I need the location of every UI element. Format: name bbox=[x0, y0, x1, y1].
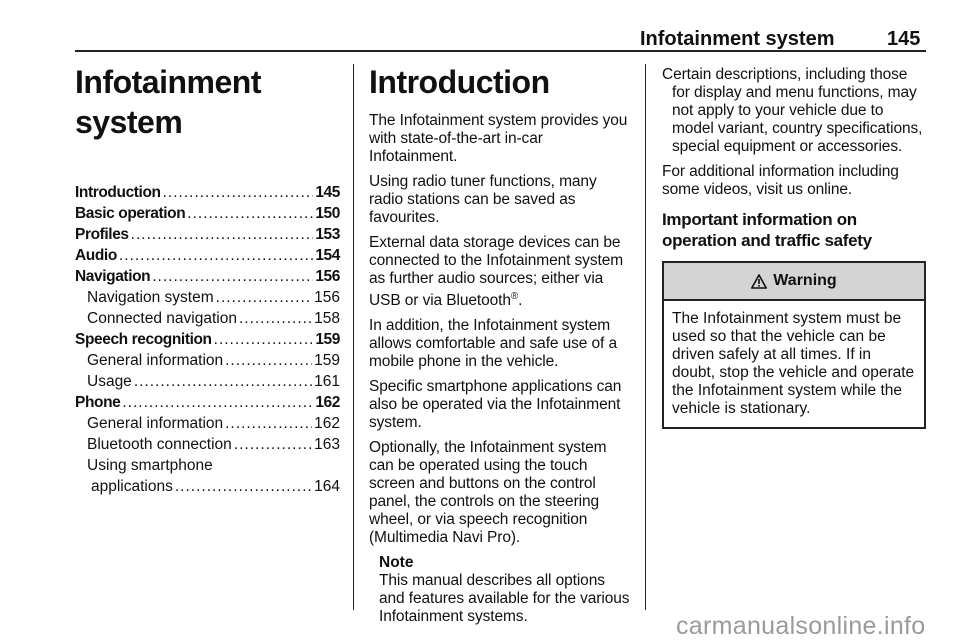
column-divider-1 bbox=[353, 64, 354, 610]
toc-entry-label: Navigation bbox=[75, 268, 151, 285]
toc-entry-label: Profiles bbox=[75, 226, 129, 243]
toc-entry-label: applications bbox=[91, 478, 173, 495]
toc-entry[interactable] bbox=[75, 476, 340, 497]
toc-entry[interactable] bbox=[75, 434, 340, 455]
online-info-paragraph: For additional information including some videos, visit us online. bbox=[662, 163, 899, 198]
toc-leader-dots bbox=[239, 308, 312, 329]
toc-entry-page: 156 bbox=[314, 289, 340, 306]
toc-entry-label: General information bbox=[87, 352, 224, 369]
toc-leader-dots bbox=[122, 392, 313, 413]
toc-entry-label: Phone bbox=[75, 394, 121, 411]
running-header-title: Infotainment system bbox=[640, 28, 835, 50]
note-box bbox=[369, 554, 633, 626]
registered-mark: ® bbox=[510, 291, 519, 302]
toc-entry[interactable] bbox=[75, 329, 340, 350]
toc-entry-page: 154 bbox=[315, 247, 340, 264]
toc-leader-dots bbox=[119, 245, 313, 266]
toc-entry-label: Navigation system bbox=[87, 289, 214, 306]
radio-paragraph: Using radio tuner functions, many radio stations can be saved as favourites. bbox=[369, 173, 597, 226]
chapter-title: Infotainment system bbox=[75, 64, 261, 140]
toc-leader-dots bbox=[152, 266, 313, 287]
toc-entry-page: 162 bbox=[315, 394, 340, 411]
toc-entry-page: 162 bbox=[314, 415, 340, 432]
safety-subheading: Important information on operation and traffic safety bbox=[662, 210, 872, 250]
warning-triangle-icon bbox=[751, 274, 767, 289]
toc-leader-dots bbox=[134, 371, 312, 392]
introduction-heading: Introduction bbox=[369, 64, 550, 100]
intro-paragraph: The Infotainment system provides you with state-of-the-art in-car Infotainment. bbox=[369, 112, 628, 165]
toc-entry-page: 150 bbox=[315, 205, 340, 222]
toc-leader-dots bbox=[216, 287, 312, 308]
toc-entry-page: 163 bbox=[314, 436, 340, 453]
toc-entry-label: General information bbox=[87, 415, 224, 432]
toc-entry[interactable] bbox=[75, 308, 340, 329]
toc-entry[interactable] bbox=[75, 287, 340, 308]
note-continuation: Certain descriptions, including those for display and menu functions, may not apply to your vehicle due to model variant, country specifications, special equipment or accessories. bbox=[662, 66, 923, 155]
toc-entry-label: Audio bbox=[75, 247, 117, 264]
toc-entry[interactable] bbox=[75, 203, 340, 224]
toc-entry[interactable] bbox=[75, 224, 340, 245]
toc-entry-label: Basic operation bbox=[75, 205, 186, 222]
toc-leader-dots bbox=[131, 224, 314, 245]
safety-column bbox=[662, 66, 926, 429]
external-storage-paragraph bbox=[369, 234, 633, 310]
toc-entry-label: Connected navigation bbox=[87, 310, 237, 327]
external-storage-end: . bbox=[518, 292, 523, 310]
note-title: Note bbox=[379, 554, 414, 572]
toc-entry[interactable] bbox=[75, 371, 340, 392]
warning-title: Warning bbox=[773, 272, 837, 289]
toc-entry[interactable] bbox=[75, 455, 340, 476]
toc-entry-label: Usage bbox=[87, 373, 132, 390]
toc-entry[interactable] bbox=[75, 266, 340, 287]
external-storage-text: External data storage devices can be connected to the Infotainment system as further audio sources; either via USB or via Bluetooth bbox=[369, 234, 624, 310]
toc-leader-dots bbox=[187, 203, 313, 224]
warning-box bbox=[662, 261, 926, 429]
toc-entry-page: 161 bbox=[314, 373, 340, 390]
toc-leader-dots bbox=[163, 182, 314, 203]
header-rule bbox=[75, 50, 926, 52]
toc-entry-label: Speech recognition bbox=[75, 331, 212, 348]
toc-leader-dots bbox=[214, 329, 314, 350]
toc-leader-dots bbox=[234, 434, 312, 455]
toc-entry[interactable] bbox=[75, 392, 340, 413]
watermark: carmanualsonline.info bbox=[676, 612, 926, 640]
controls-paragraph: Optionally, the Infotainment system can be operated using the touch screen and buttons on the control panel, the controls on the steering wheel, or via speech recognition (Multimedia Navi Pro). bbox=[369, 439, 607, 547]
toc-entry-page: 156 bbox=[315, 268, 340, 285]
toc-entry[interactable] bbox=[75, 245, 340, 266]
toc-entry-label: Bluetooth connection bbox=[87, 436, 232, 453]
toc-leader-dots bbox=[175, 476, 312, 497]
toc-entry-page: 159 bbox=[314, 352, 340, 369]
toc-leader-dots bbox=[225, 413, 312, 434]
smartphone-apps-paragraph: Specific smartphone applications can also be operated via the Infotainment system. bbox=[369, 378, 622, 432]
toc-column bbox=[75, 62, 340, 497]
note-text: This manual describes all options and features available for the various Infotainment systems. bbox=[379, 572, 630, 626]
toc-entry-label: Using smartphone bbox=[87, 457, 213, 474]
toc-leader-dots bbox=[225, 350, 312, 371]
phone-paragraph: In addition, the Infotainment system allows comfortable and safe use of a mobile phone in the vehicle. bbox=[369, 317, 617, 371]
column-divider-2 bbox=[645, 64, 646, 610]
toc-entry-page: 164 bbox=[314, 478, 340, 495]
warning-header bbox=[664, 263, 924, 301]
toc-entry-page: 153 bbox=[315, 226, 340, 243]
toc-entry-page: 159 bbox=[315, 331, 340, 348]
toc-entry[interactable] bbox=[75, 182, 340, 203]
toc-entry-page: 145 bbox=[315, 184, 340, 201]
introduction-column bbox=[369, 62, 633, 633]
warning-text: The Infotainment system must be used so that the vehicle can be driven safely at all times. If in doubt, stop the vehicle and operate the Infotainment system while the vehicle is stationary. bbox=[672, 310, 915, 417]
toc-entry[interactable] bbox=[75, 413, 340, 434]
toc-entry-page: 158 bbox=[314, 310, 340, 327]
page-number: 145 bbox=[887, 28, 921, 50]
table-of-contents bbox=[75, 182, 340, 497]
toc-entry[interactable] bbox=[75, 350, 340, 371]
toc-entry-label: Introduction bbox=[75, 184, 161, 201]
